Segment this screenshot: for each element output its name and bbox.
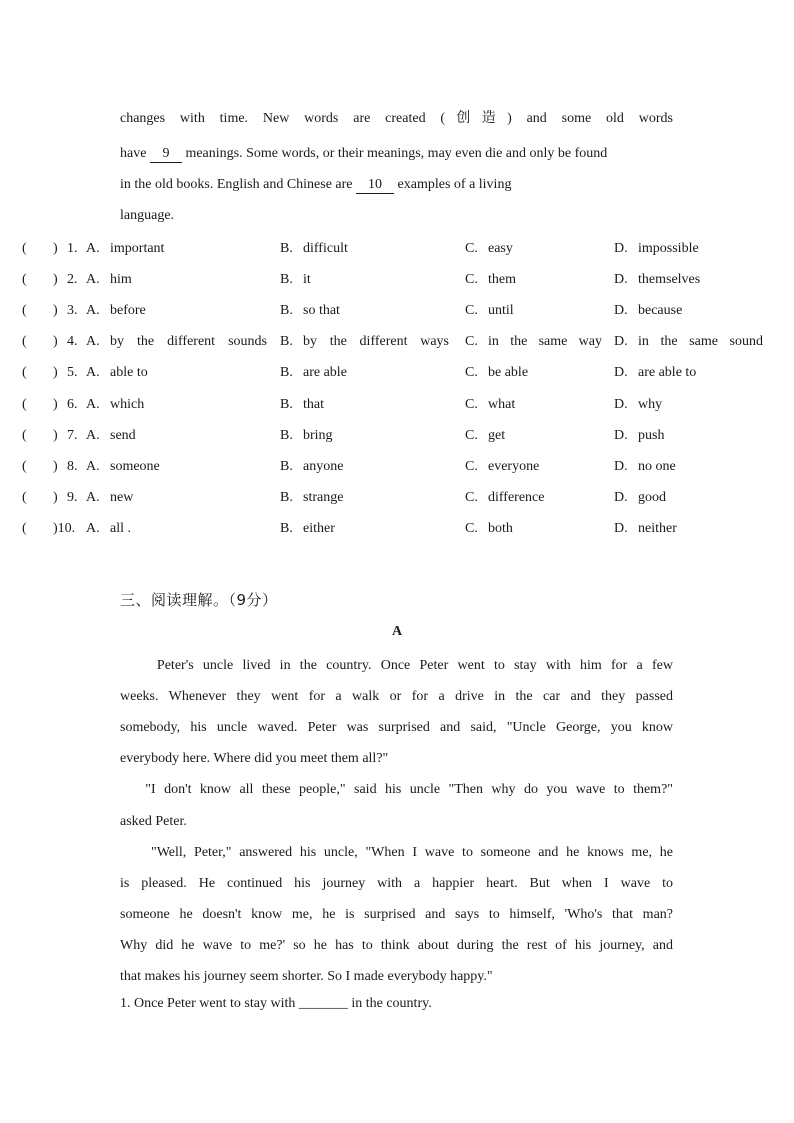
question-row (0, 489, 794, 509)
reading-line: weeks. Whenever they went for a walk or for a drive in the car and they passed (120, 689, 673, 704)
answer-paren-open: ( (22, 521, 27, 536)
option-a-letter: A. (86, 365, 100, 380)
answer-paren-open: ( (22, 428, 27, 443)
question-number: 9. (67, 490, 78, 505)
option-c-letter: C. (465, 303, 478, 318)
option-c-text: what (488, 397, 516, 412)
question-row (0, 520, 794, 540)
option-b-letter: B. (280, 521, 293, 536)
question-row (0, 458, 794, 478)
option-a-text: him (110, 272, 132, 287)
question-row (0, 396, 794, 416)
option-b-text: by the different ways (303, 334, 449, 349)
option-a-text: send (110, 428, 136, 443)
reading-line: someone he doesn't know me, he is surprised and says to himself, 'Who's that man? (120, 907, 673, 922)
reading-line: everybody here. Where did you meet them all?" (120, 751, 389, 766)
cloze-line-3 (120, 176, 511, 194)
option-d-text: impossible (638, 241, 699, 256)
option-c-letter: C. (465, 365, 478, 380)
option-a-letter: A. (86, 397, 100, 412)
question-row (0, 271, 794, 291)
option-b-letter: B. (280, 459, 293, 474)
option-b-text: that (303, 397, 324, 412)
option-b-letter: B. (280, 272, 293, 287)
option-c-text: everyone (488, 459, 540, 474)
question-row (0, 302, 794, 322)
option-d-letter: D. (614, 365, 628, 380)
option-b-letter: B. (280, 241, 293, 256)
reading-line: is pleased. He continued his journey with a happier heart. But when I wave to (120, 876, 673, 891)
option-c-letter: C. (465, 459, 478, 474)
option-b-text: anyone (303, 459, 344, 474)
passage-title: A (391, 624, 403, 639)
answer-paren-open: ( (22, 365, 27, 380)
option-a-text: important (110, 241, 165, 256)
option-a-letter: A. (86, 490, 100, 505)
question-number: 8. (67, 459, 78, 474)
option-c-text: be able (488, 365, 529, 380)
answer-paren-close: ) (53, 365, 58, 380)
question-row (0, 240, 794, 260)
option-d-text: in the same sound (638, 334, 763, 349)
option-c-text: until (488, 303, 514, 318)
option-c-letter: C. (465, 272, 478, 287)
option-b-letter: B. (280, 303, 293, 318)
option-d-letter: D. (614, 334, 628, 349)
question-number: 2. (67, 272, 78, 287)
reading-line: that makes his journey seem shorter. So I made everybody happy." (120, 969, 493, 984)
option-d-text: why (638, 397, 663, 412)
option-a-letter: A. (86, 241, 100, 256)
question-row (0, 364, 794, 384)
cloze-line-4: language. (120, 208, 175, 223)
question-number: 3. (67, 303, 78, 318)
option-d-letter: D. (614, 490, 628, 505)
answer-paren-close: ) (53, 428, 58, 443)
answer-paren-close: ) (53, 334, 58, 349)
answer-paren-open: ( (22, 241, 27, 256)
option-a-text: all . (110, 521, 131, 536)
question-number: 6. (67, 397, 78, 412)
question-number: 4. (67, 334, 78, 349)
answer-paren-open: ( (22, 334, 27, 349)
option-a-text: by the different sounds (110, 334, 267, 349)
option-a-letter: A. (86, 428, 100, 443)
option-c-letter: C. (465, 334, 478, 349)
option-c-letter: C. (465, 241, 478, 256)
option-c-text: them (488, 272, 516, 287)
question-row (0, 427, 794, 447)
reading-line: "I don't know all these people," said his uncle "Then why do you wave to them?" (120, 782, 673, 797)
answer-paren-open: ( (22, 303, 27, 318)
option-c-letter: C. (465, 428, 478, 443)
answer-paren-close: ) (53, 459, 58, 474)
option-d-text: because (638, 303, 683, 318)
option-a-text: which (110, 397, 145, 412)
answer-paren-close: ) (53, 490, 58, 505)
answer-paren-close: )10. (53, 521, 76, 536)
answer-paren-open: ( (22, 272, 27, 287)
option-a-letter: A. (86, 459, 100, 474)
option-d-letter: D. (614, 459, 628, 474)
option-c-text: both (488, 521, 513, 536)
reading-line: "Well, Peter," answered his uncle, "When I wave to someone and he knows me, he (120, 845, 673, 860)
answer-paren-close: ) (53, 303, 58, 318)
option-b-text: so that (303, 303, 340, 318)
question-number: 5. (67, 365, 78, 380)
answer-paren-open: ( (22, 397, 27, 412)
option-b-letter: B. (280, 490, 293, 505)
option-b-letter: B. (280, 397, 293, 412)
option-b-text: strange (303, 490, 344, 505)
option-c-letter: C. (465, 490, 478, 505)
option-c-letter: C. (465, 397, 478, 412)
option-d-text: no one (638, 459, 676, 474)
option-b-text: are able (303, 365, 347, 380)
question-number: 1. (67, 241, 78, 256)
option-b-text: bring (303, 428, 333, 443)
option-b-text: it (303, 272, 311, 287)
cloze-line-2-post: meanings. Some words, or their meanings, may even die and only be found (185, 146, 608, 161)
cloze-line-2-pre: have (120, 146, 147, 161)
option-a-letter: A. (86, 272, 100, 287)
option-d-text: good (638, 490, 666, 505)
reading-line: asked Peter. (120, 814, 187, 829)
option-d-text: themselves (638, 272, 701, 287)
blank-10: 10 (356, 177, 394, 194)
option-d-letter: D. (614, 303, 628, 318)
option-c-text: difference (488, 490, 545, 505)
option-b-text: either (303, 521, 335, 536)
option-b-letter: B. (280, 365, 293, 380)
reading-question-1: 1. Once Peter went to stay with _______ in the country. (120, 996, 432, 1011)
answer-paren-close: ) (53, 241, 58, 256)
option-a-letter: A. (86, 521, 100, 536)
option-d-text: push (638, 428, 665, 443)
option-d-letter: D. (614, 241, 628, 256)
option-d-letter: D. (614, 272, 628, 287)
option-c-text: in the same way (488, 334, 602, 349)
cloze-line-2 (120, 145, 607, 163)
reading-line: Why did he wave to me?' so he has to think about during the rest of his journey, and (120, 938, 673, 953)
answer-paren-open: ( (22, 490, 27, 505)
cloze-line-3-pre: in the old books. English and Chinese are (120, 177, 353, 192)
option-a-text: able to (110, 365, 148, 380)
option-c-text: get (488, 428, 506, 443)
option-b-letter: B. (280, 334, 293, 349)
option-c-letter: C. (465, 521, 478, 536)
option-b-letter: B. (280, 428, 293, 443)
option-a-text: new (110, 490, 134, 505)
option-a-text: before (110, 303, 146, 318)
option-d-text: are able to (638, 365, 697, 380)
cloze-line-1: changes with time. New words are created (创造) and some old words (120, 111, 673, 126)
option-a-letter: A. (86, 334, 100, 349)
answer-paren-close: ) (53, 272, 58, 287)
reading-line: somebody, his uncle waved. Peter was surprised and said, "Uncle George, you know (120, 720, 673, 735)
question-row (0, 333, 794, 353)
option-a-text: someone (110, 459, 160, 474)
option-d-letter: D. (614, 397, 628, 412)
option-b-text: difficult (303, 241, 348, 256)
option-d-text: neither (638, 521, 677, 536)
option-a-letter: A. (86, 303, 100, 318)
question-number: 7. (67, 428, 78, 443)
answer-paren-open: ( (22, 459, 27, 474)
option-c-text: easy (488, 241, 513, 256)
answer-paren-close: ) (53, 397, 58, 412)
cloze-line-3-post: examples of a living (397, 177, 512, 192)
reading-line: Peter's uncle lived in the country. Once Peter went to stay with him for a few (120, 658, 673, 673)
option-d-letter: D. (614, 521, 628, 536)
blank-9: 9 (150, 146, 182, 163)
option-d-letter: D. (614, 428, 628, 443)
section-title: 三、阅读理解。（9分） (120, 591, 278, 609)
